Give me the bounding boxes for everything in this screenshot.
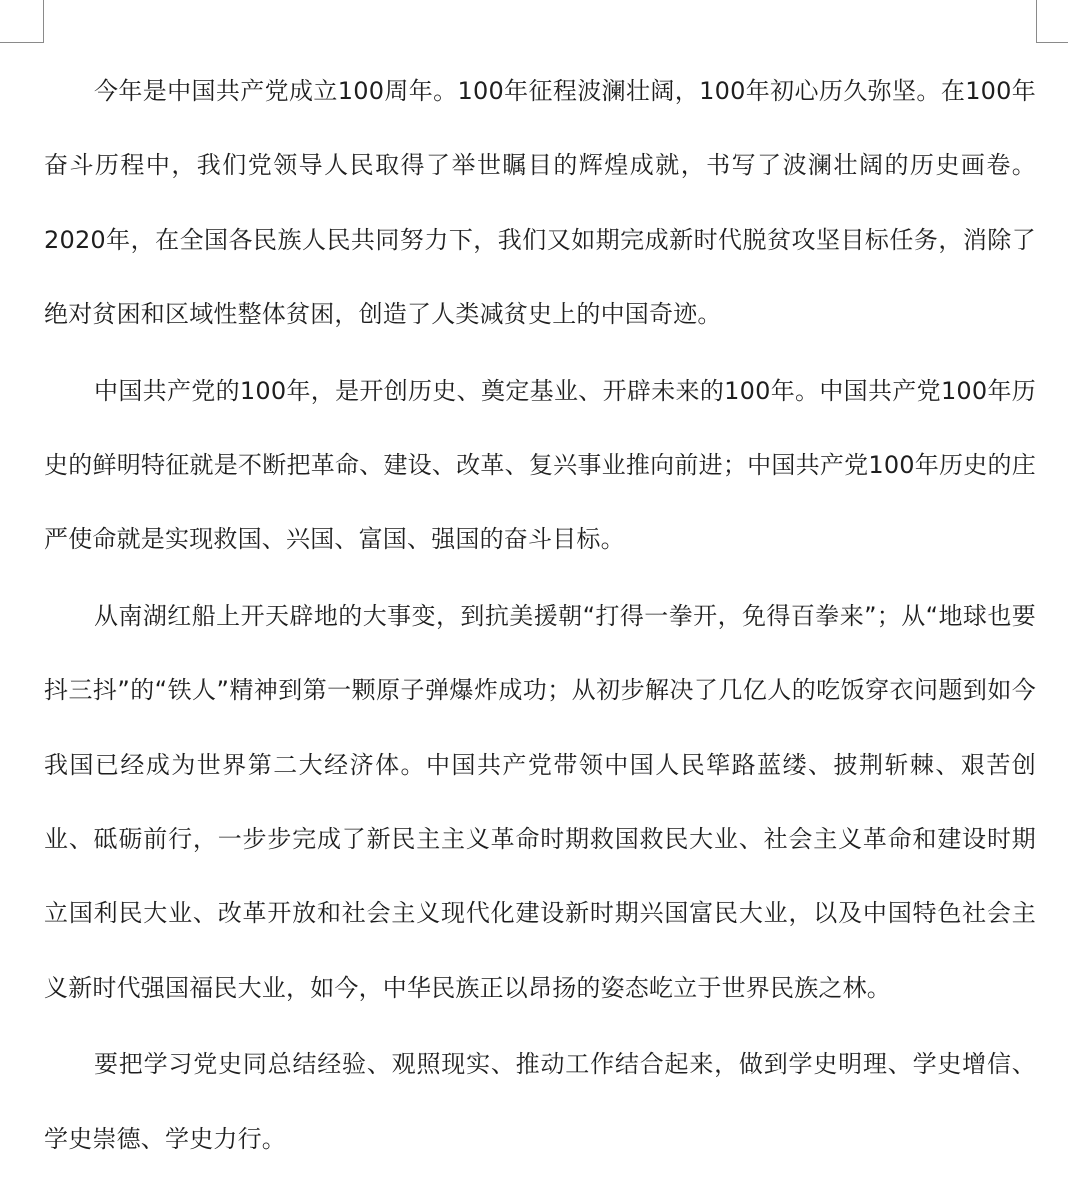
page-corner-mark-right xyxy=(1036,0,1068,43)
paragraph-line: 设时期立国利民大业、改革开放和社会主义现代化建设新时期兴国富民大业，以及中国特 xyxy=(44,825,1036,928)
paragraph-line: 今年是中国共产党成立100周年。100年征程波澜壮阔，100年初心历久弥坚。在100 xyxy=(94,77,1012,105)
paragraph-line: 年奋斗历程中，我们党领导人民取得了举世瞩目的辉煌成就，书写了波澜壮阔的历史画 xyxy=(44,77,1036,180)
document-body xyxy=(44,54,1036,1178)
paragraph-line: 消除了绝对贫困和区域性整体贫困，创造了人类减贫史上的中国奇迹。 xyxy=(44,225,1036,329)
paragraph-line: 卷。2020年，在全国各民族人民共同努力下，我们又如期完成新时代脱贫攻坚目标任务， xyxy=(44,151,1036,254)
paragraph-line: 信、学史崇德、学史力行。 xyxy=(44,1050,1036,1153)
paragraph-line: 如今我国已经成为世界第二大经济体。中国共产党带领中国人民筚路蓝缕、披荆斩棘、艰 xyxy=(44,676,1036,779)
paragraph-line: 历史的鲜明特征就是不断把革命、建设、改革、复兴事业推向前进；中国共产党100年历 xyxy=(44,376,1036,480)
paragraph-line: 色社会主义新时代强国福民大业，如今，中华民族正以昂扬的姿态屹立于世界民族之林。 xyxy=(44,899,1036,1002)
paragraph-3 xyxy=(44,579,1036,1025)
paragraph-line: 中国共产党的100年，是开创历史、奠定基业、开辟未来的100年。中国共产党100年 xyxy=(94,376,1012,405)
page-corner-mark-left xyxy=(0,0,44,43)
paragraph-4 xyxy=(44,1027,1036,1176)
paragraph-line: 苦创业、砥砺前行，一步步完成了新民主主义革命时期救国救民大业、社会主义革命和建 xyxy=(44,750,1036,854)
paragraph-1 xyxy=(44,54,1036,352)
paragraph-line: 要抖三抖”的“铁人”精神到第一颗原子弹爆炸成功；从初步解决了几亿人的吃饭穿衣问题到 xyxy=(44,601,1036,705)
paragraph-line: 要把学习党史同总结经验、观照现实、推动工作结合起来，做到学史明理、学史增 xyxy=(94,1050,987,1079)
paragraph-2 xyxy=(44,354,1036,577)
paragraph-line: 史的庄严使命就是实现救国、兴国、富国、强国的奋斗目标。 xyxy=(44,451,1036,554)
paragraph-line: 从南湖红船上开天辟地的大事变，到抗美援朝“打得一拳开，免得百拳来”；从“地球也 xyxy=(94,601,1012,630)
